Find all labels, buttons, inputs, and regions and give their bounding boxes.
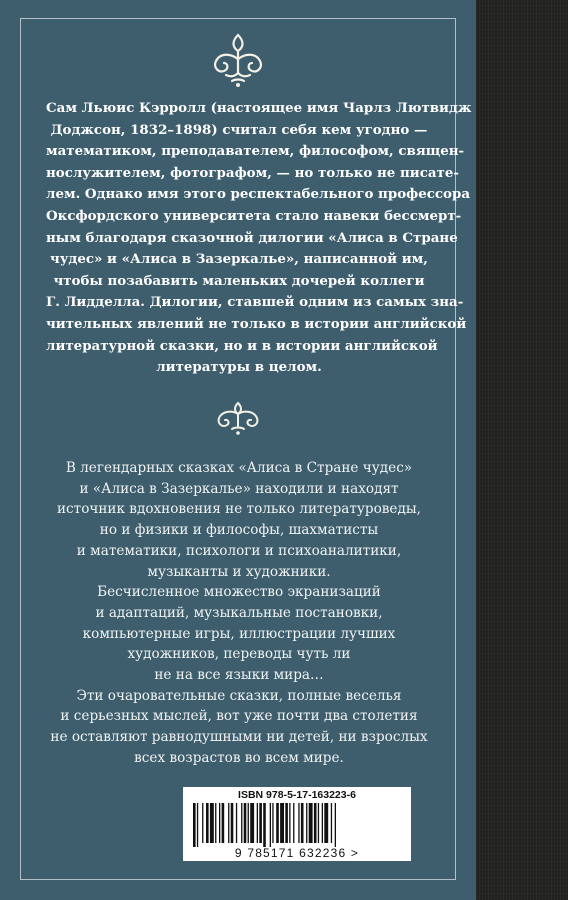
description-line: не оставляют равнодушными ни детей, ни взрослых	[50, 729, 428, 746]
description-line: Эти очаровательные сказки, полные веселья	[76, 687, 402, 704]
description-line: музыканты и художники.	[147, 563, 331, 580]
description-line: и математики, психологи и психоаналитики,	[76, 542, 402, 559]
barcode-digits: 9 785171 632236 >	[234, 846, 360, 860]
bio-line: Оксфордского университета стало навеки бессмерт-	[46, 207, 462, 224]
barcode-bars-icon	[191, 803, 403, 847]
description-line: не на все языки мира…	[154, 667, 324, 684]
bio-line: нослужителем, фотографом, — но только не писате-	[46, 164, 459, 181]
description-line: Бесчисленное множество экранизаций	[97, 584, 381, 601]
book-description	[46, 458, 432, 769]
bio-line: литературы в целом.	[156, 359, 322, 376]
isbn-barcode	[183, 787, 411, 861]
description-line: компьютерные игры, иллюстрации лучших	[82, 625, 396, 642]
top-ornament-icon	[202, 29, 274, 89]
description-line: но и физики и философы, шахматисты	[99, 522, 379, 539]
bio-line: литературной сказки, но и в истории английской	[46, 337, 438, 354]
bio-line: математиком, преподавателем, философом, священ-	[46, 143, 465, 160]
bio-line: лем. Однако имя этого респектабельного профессора	[46, 186, 471, 203]
book-spine	[476, 0, 568, 900]
description-line: источник вдохновения не только литературоведы,	[57, 501, 421, 518]
description-line: всех возрастов во всем мире.	[134, 749, 344, 766]
description-line: и «Алиса в Зазеркалье» находили и находят	[79, 480, 399, 497]
description-line: художников, переводы чуть ли	[127, 646, 351, 663]
bio-line: Г. Лидделла. Дилогии, ставшей одним из самых зна-	[46, 294, 464, 311]
author-biography	[46, 98, 472, 379]
description-line: и серьезных мыслей, вот уже почти два столетия	[60, 708, 418, 725]
bio-line: Доджсон, 1832–1898) считал себя кем угодно —	[50, 121, 428, 138]
bio-line: Сам Льюис Кэрролл (настоящее имя Чарлз Лютвидж	[46, 100, 472, 116]
middle-ornament-icon	[207, 399, 269, 437]
bio-line: чительных явлений не только в истории английской	[46, 315, 467, 332]
isbn-label: ISBN 978-5-17-163223-6	[238, 789, 356, 801]
description-line: В легендарных сказках «Алиса в Стране чудес»	[65, 460, 413, 476]
bio-line: чтобы позабавить маленьких дочерей коллеги	[53, 272, 425, 289]
description-line: и адаптаций, музыкальные постановки,	[95, 604, 383, 621]
bio-line: чудес» и «Алиса в Зазеркалье», написанной им,	[50, 251, 428, 268]
bio-line: ным благодаря сказочной дилогии «Алиса в Стране	[46, 229, 458, 246]
